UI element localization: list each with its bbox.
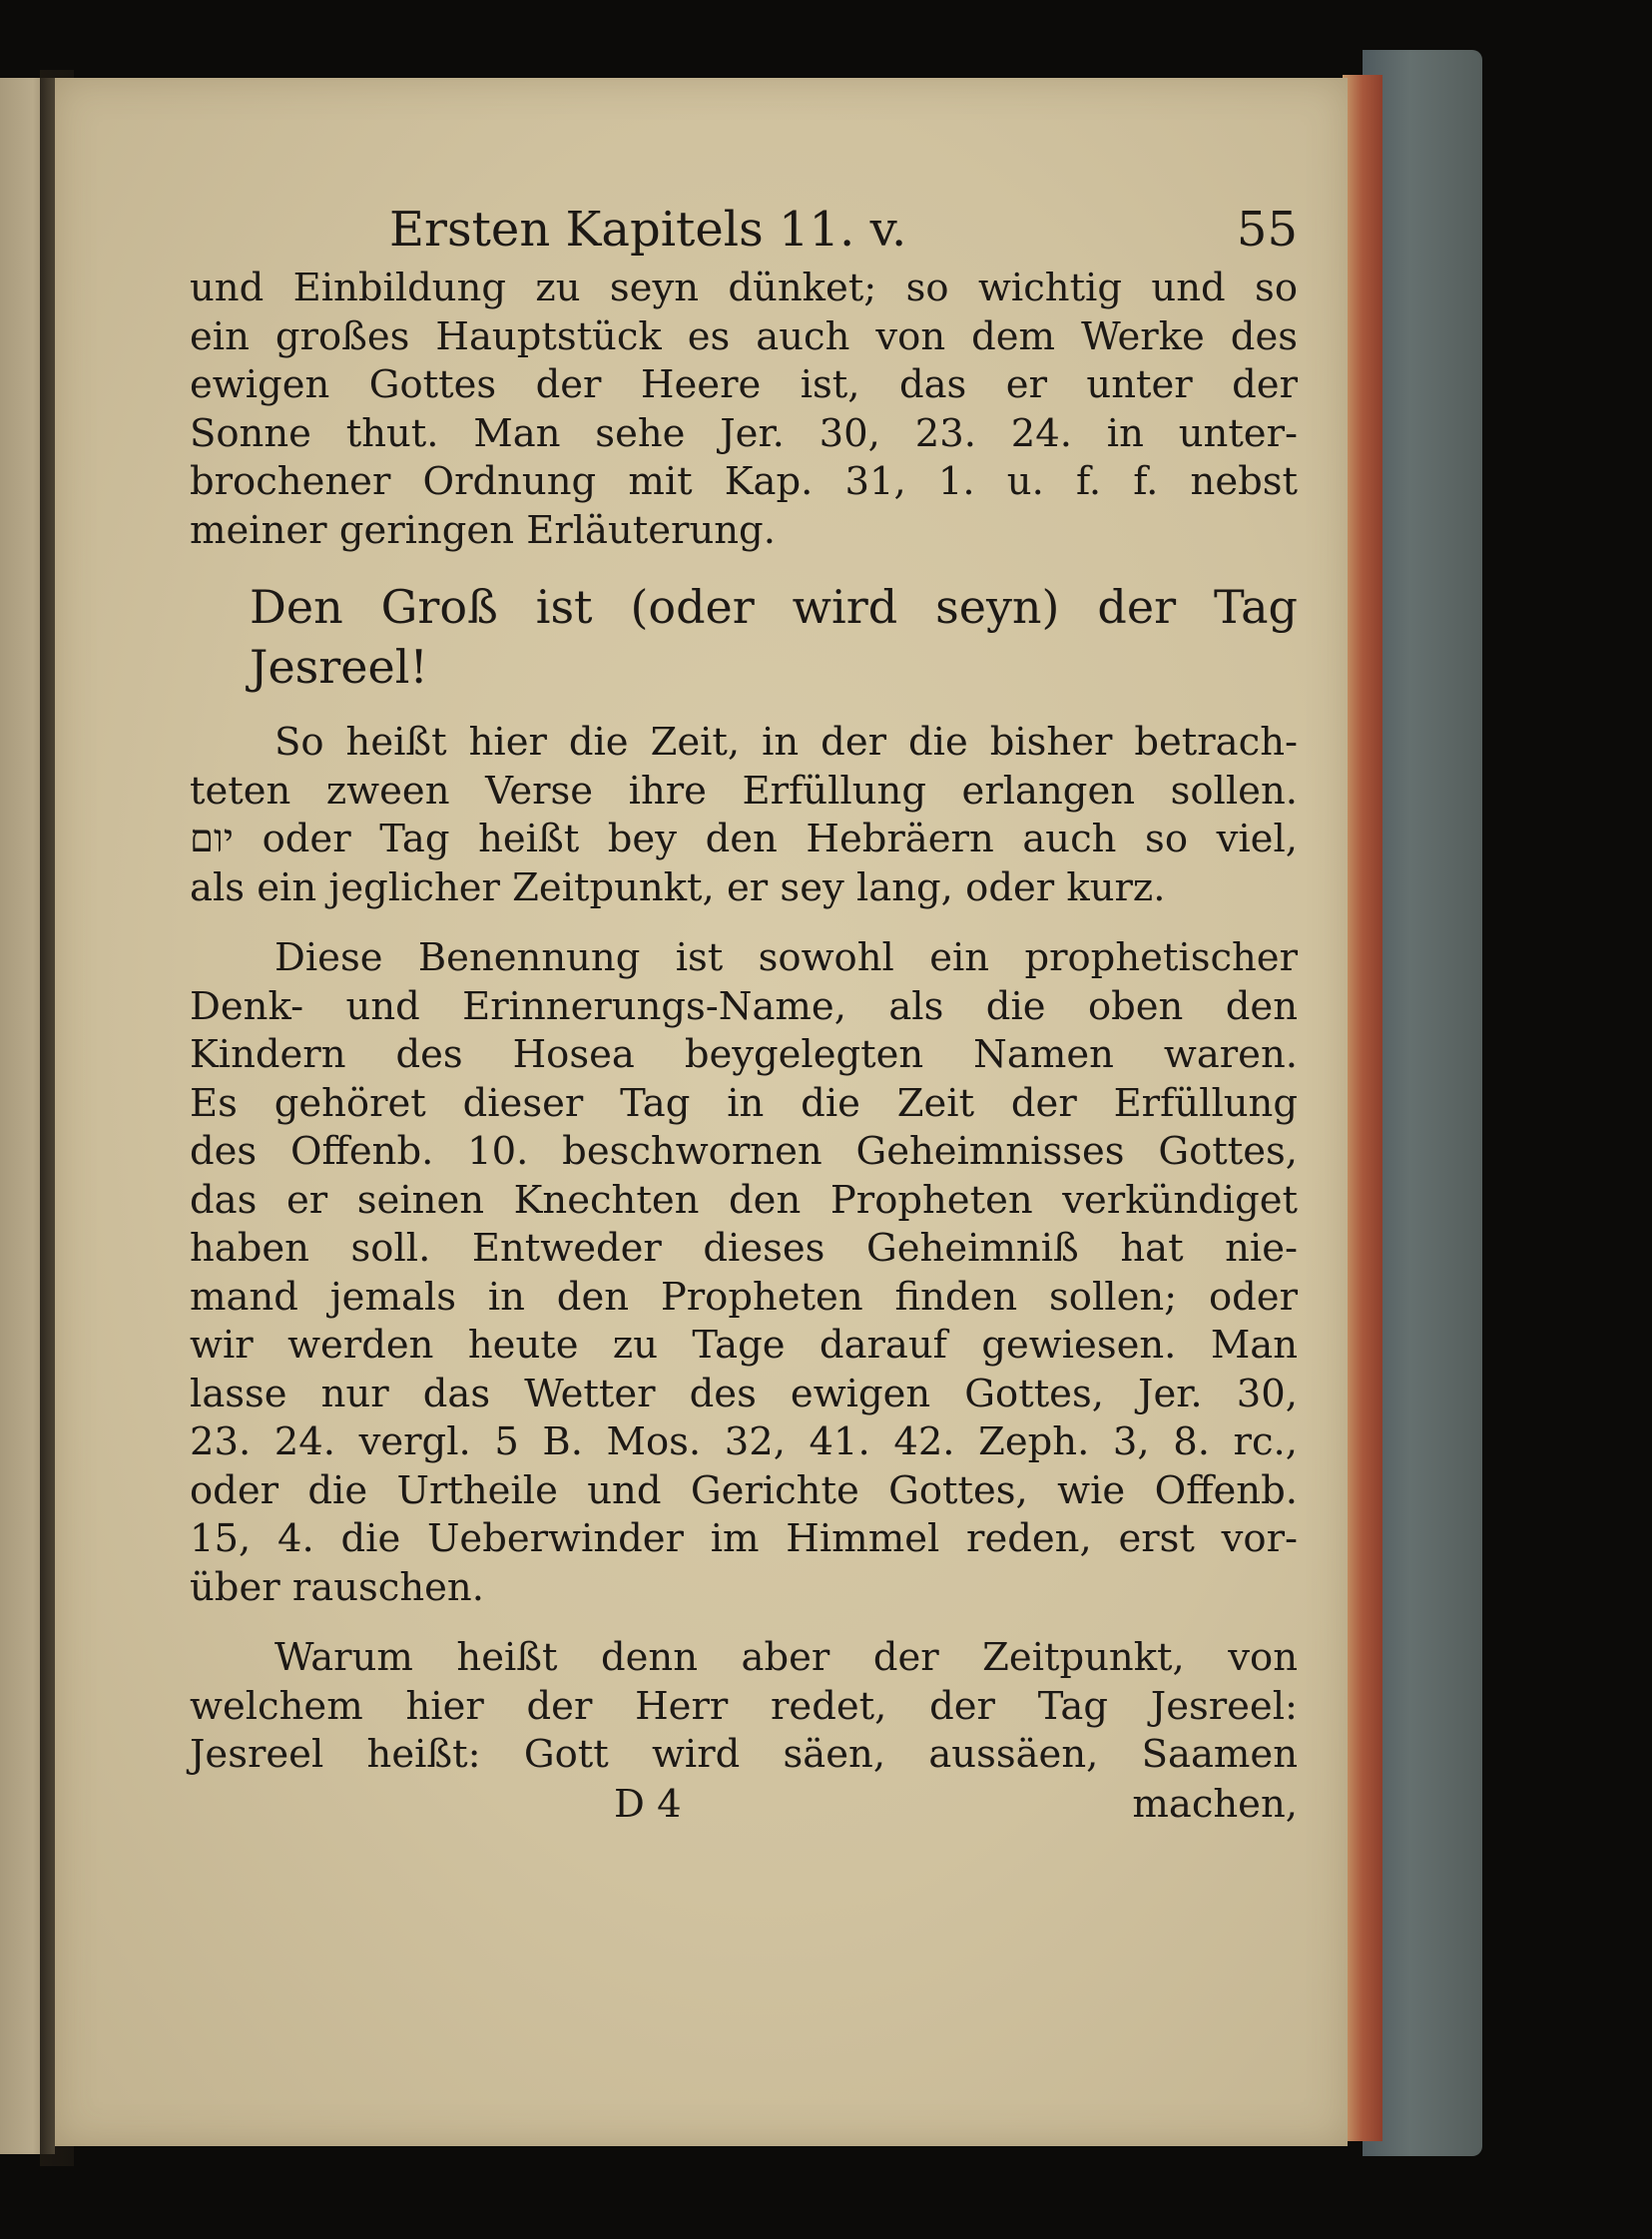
text-line: Sonne thut. Man sehe Jer. 30, 23. 24. in unter- xyxy=(190,410,1298,456)
text-line: Jesreel heißt: Gott wird säen, aussäen, Saamen xyxy=(190,1732,1298,1777)
spacer xyxy=(190,912,1298,934)
running-title: Ersten Kapitels 11. v. xyxy=(389,202,907,258)
text-line: und Einbildung zu seyn dünket; so wichtig und so xyxy=(190,266,1298,310)
text-line: haben soll. Entweder dieses Geheimniß hat nie- xyxy=(190,1226,1298,1271)
paragraph-2 xyxy=(190,719,1298,912)
text-line: Warum heißt denn aber der Zeitpunkt, von xyxy=(275,1635,1298,1680)
text-line: oder die Urtheile und Gerichte Gottes, wie Offenb. xyxy=(190,1467,1298,1513)
spacer xyxy=(190,697,1298,719)
text-line: des Offenb. 10. beschwornen Geheimnisses Gottes, xyxy=(190,1129,1298,1174)
text-line: über rauschen. xyxy=(190,1564,484,1610)
text-line: 15, 4. die Ueberwinder im Himmel reden, erst vor- xyxy=(190,1516,1298,1561)
text-line: 23. 24. vergl. 5 B. Mos. 32, 41. 42. Zeph. 3, 8. rc., xyxy=(190,1419,1298,1464)
text-line: Diese Benennung ist sowohl ein prophetischer xyxy=(275,935,1298,980)
text-line: Kindern des Hosea beygelegten Namen waren. xyxy=(190,1032,1298,1077)
text-line: ewigen Gottes der Heere ist, das er unter der xyxy=(190,362,1298,407)
text-line: wir werden heute zu Tage darauf gewiesen. Man xyxy=(190,1323,1298,1368)
page-footer-line xyxy=(190,1780,1298,1830)
text-line: das er seinen Knechten den Propheten verkündiget xyxy=(190,1177,1298,1223)
text-line: ein großes Hauptstück es auch von dem Werke des xyxy=(190,313,1298,359)
text-line: meiner geringen Erläuterung. xyxy=(190,507,776,553)
page-text-block xyxy=(190,195,1298,1830)
text-line: So heißt hier die Zeit, in der die bisher betrach- xyxy=(275,720,1298,765)
text-line: Jesreel! xyxy=(250,640,428,694)
text-line: lasse nur das Wetter des ewigen Gottes, Jer. 30, xyxy=(190,1371,1298,1416)
paragraph-4 xyxy=(190,1634,1298,1780)
text-line: teten zween Verse ihre Erfüllung erlangen sollen. xyxy=(190,768,1298,814)
catchword: machen, xyxy=(1132,1781,1298,1827)
signature-mark: D 4 xyxy=(614,1781,682,1827)
text-line: Denk- und Erinnerungs-Name, als die oben den xyxy=(190,983,1298,1029)
text-line: brochener Ordnung mit Kap. 31, 1. u. f. f. nebst xyxy=(190,459,1298,504)
spacer xyxy=(190,1612,1298,1634)
text-line: יום oder Tag heißt bey den Hebräern auch so viel, xyxy=(190,817,1298,861)
scripture-heading xyxy=(190,577,1298,697)
paragraph-1 xyxy=(190,265,1298,555)
text-line: welchem hier der Herr redet, der Tag Jesreel: xyxy=(190,1683,1298,1729)
text-line: mand jemals in den Propheten finden sollen; oder xyxy=(190,1274,1298,1320)
text-line: als ein jeglicher Zeitpunkt, er sey lang, oder kurz. xyxy=(190,864,1166,910)
paragraph-3 xyxy=(190,934,1298,1612)
page-number: 55 xyxy=(1236,202,1298,258)
text-line: Den Groß ist (oder wird seyn) der Tag xyxy=(250,580,1298,634)
running-head xyxy=(190,195,1298,265)
red-page-edges xyxy=(1343,75,1382,2141)
text-line: Es gehöret dieser Tag in die Zeit der Erfüllung xyxy=(190,1080,1298,1126)
